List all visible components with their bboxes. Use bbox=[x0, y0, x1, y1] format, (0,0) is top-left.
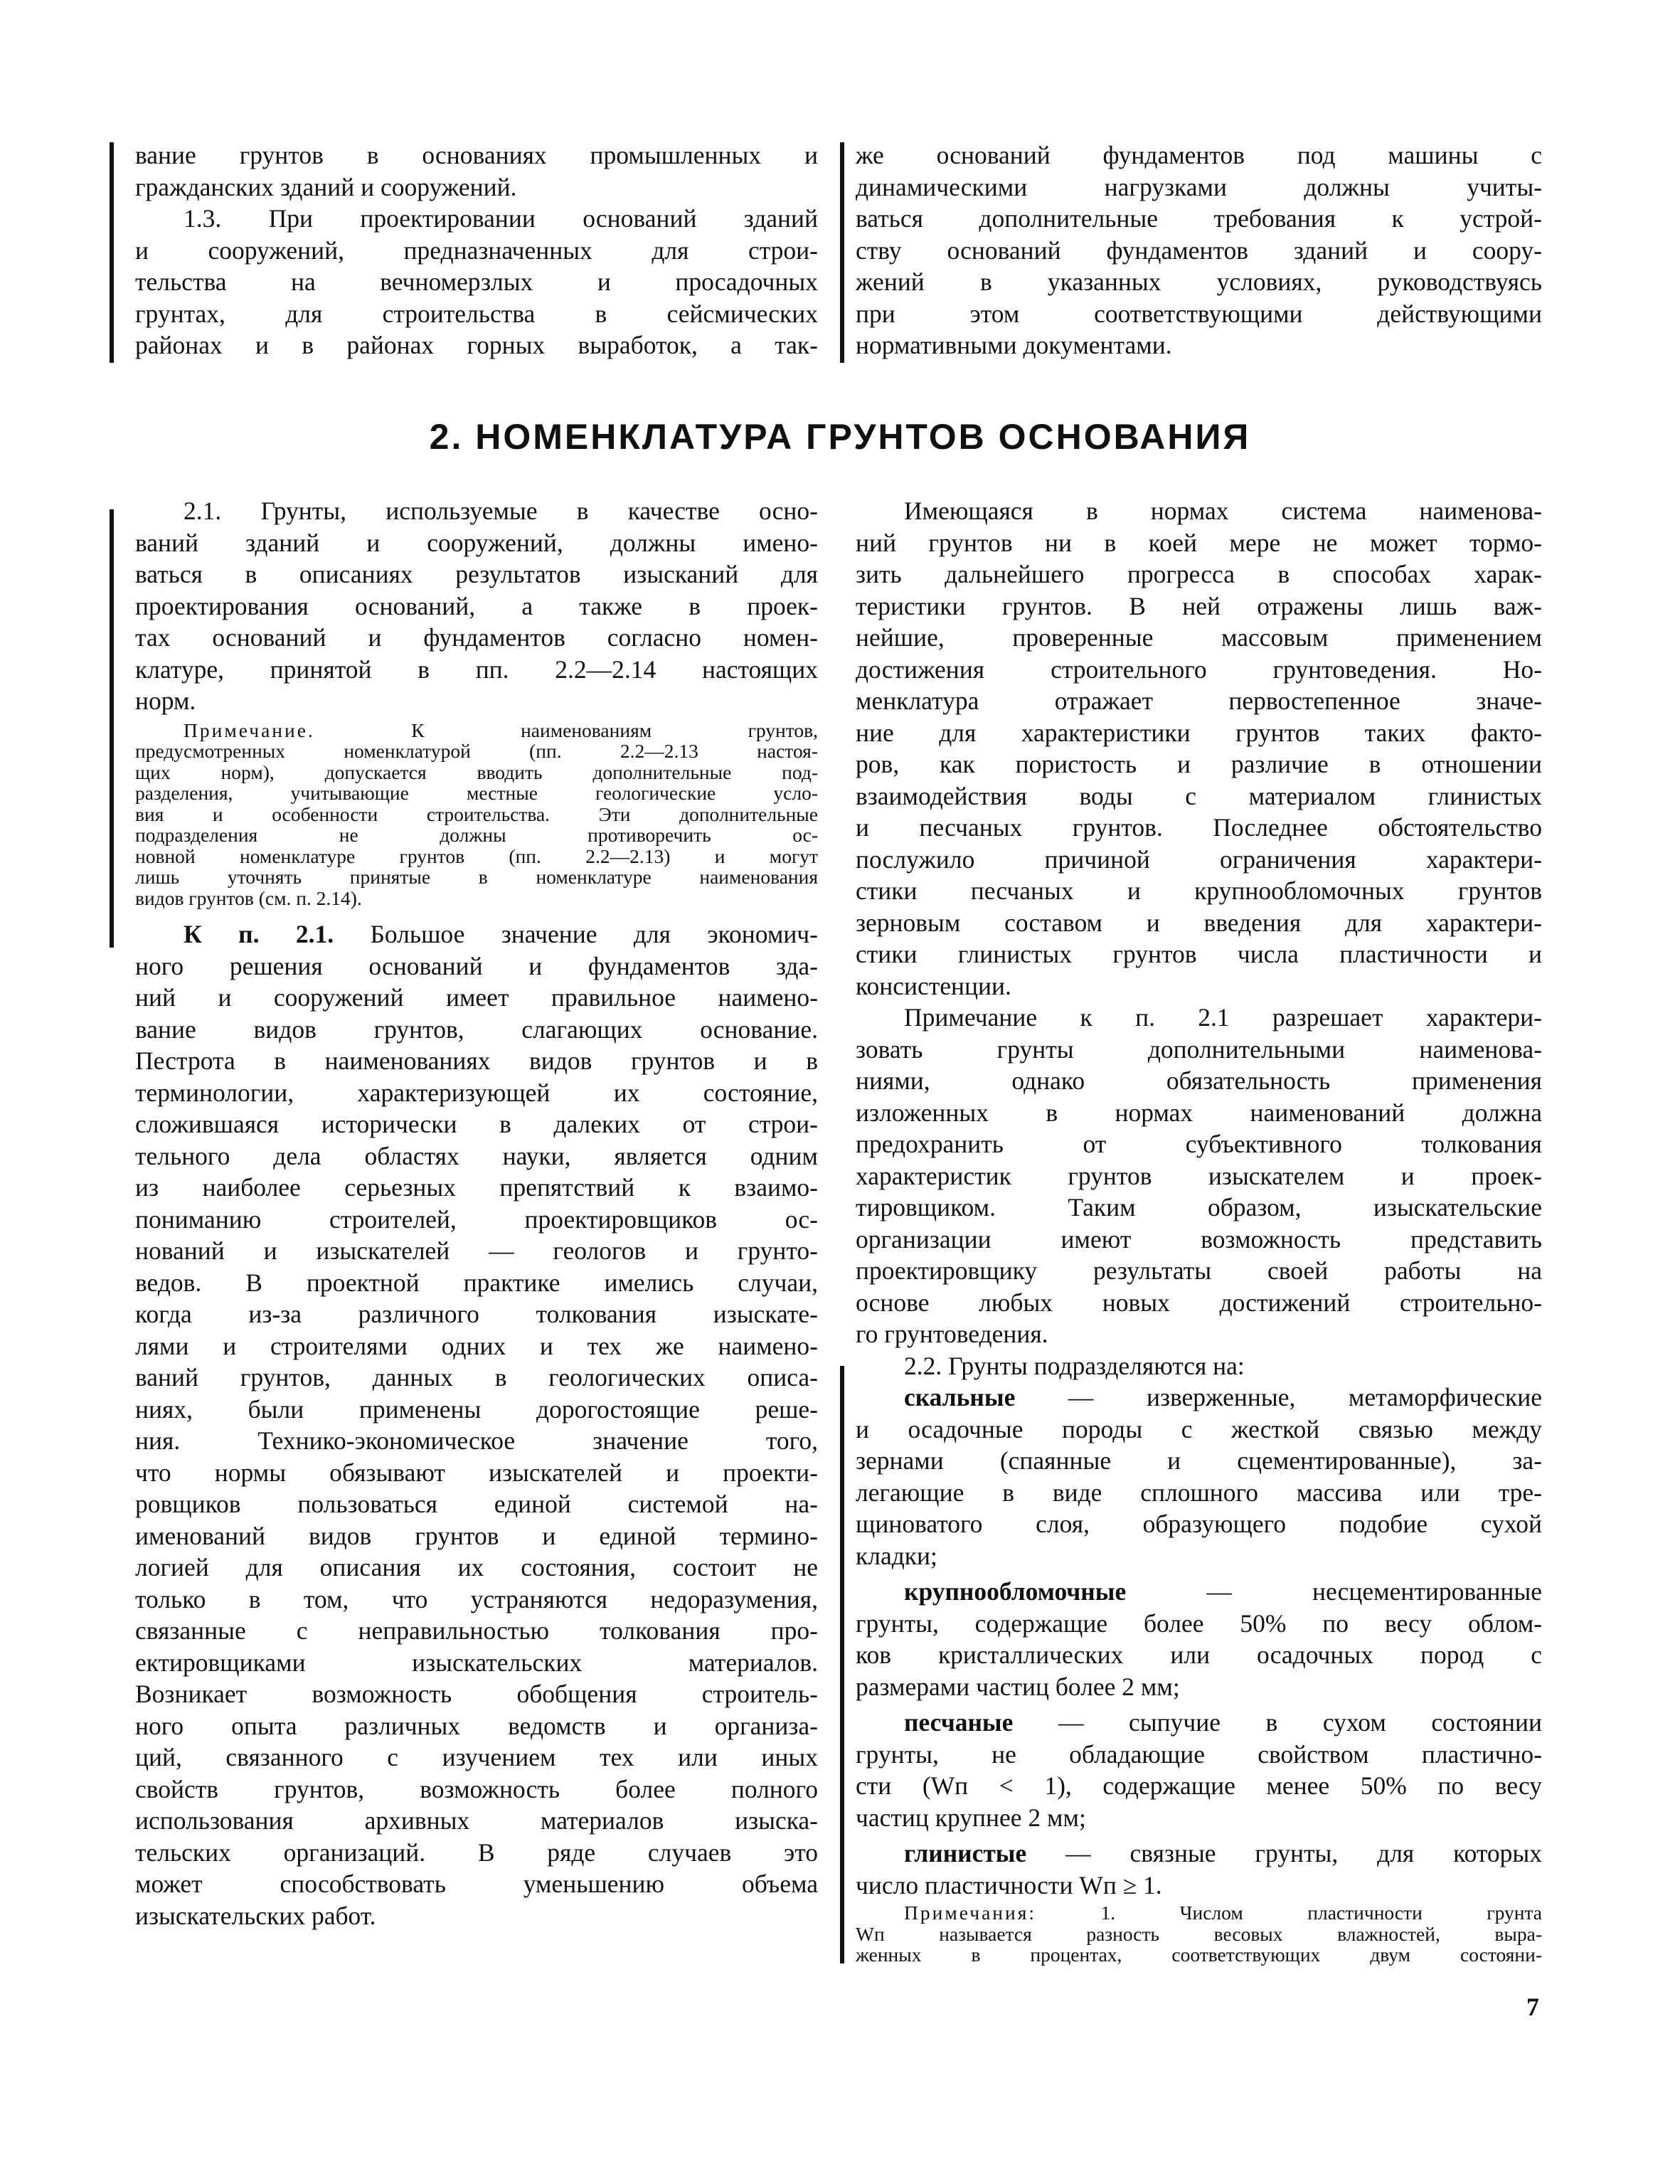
text-line: ния. Технико-экономическое значение того, bbox=[135, 1426, 818, 1455]
note-2-1 bbox=[135, 720, 818, 909]
text-line: го грунтоведения. bbox=[856, 1320, 1048, 1348]
text-line: тельного дела областях науки, является одним bbox=[135, 1141, 818, 1170]
text-line: стики глинистых грунтов числа пластичности и bbox=[856, 940, 1542, 968]
text-line: тельских организаций. В ряде случаев это bbox=[135, 1838, 818, 1867]
text-line: ству оснований фундаментов зданий и соору- bbox=[856, 235, 1542, 265]
margin-bar-right-22 bbox=[840, 1366, 844, 1963]
text-line: Имеющаяся в нормах система наименова- bbox=[904, 497, 1542, 525]
text-fragment: Большое значение для экономич- bbox=[370, 920, 818, 948]
section-heading: 2. НОМЕНКЛАТУРА ГРУНТОВ ОСНОВАНИЯ bbox=[429, 417, 1251, 457]
text-line bbox=[856, 1838, 1542, 1870]
text-line: проектирования оснований, а также в проек- bbox=[135, 591, 818, 620]
text-line: зовать грунты дополнительными наименова- bbox=[856, 1034, 1542, 1064]
text-fragment: Грунты подразделяются на: bbox=[948, 1351, 1245, 1380]
text-line: подразделения не должны противоречить ос- bbox=[135, 824, 818, 846]
term-rocky: скальные bbox=[904, 1383, 1016, 1411]
text-line: зерновым составом и введения для характери- bbox=[856, 908, 1542, 937]
text-line bbox=[856, 1576, 1542, 1608]
text-line: вание грунтов в основаниях промышленных и bbox=[135, 141, 818, 169]
text-fragment: К наименованиям грунтов, bbox=[411, 719, 818, 741]
text-line: легающие в виде сплошного массива или тре- bbox=[856, 1478, 1542, 1507]
text-line: зернами (спаянные и сцементированные), за- bbox=[856, 1446, 1542, 1475]
text-line: ваний грунтов, данных в геологических описа- bbox=[135, 1363, 818, 1391]
top-right-column bbox=[856, 139, 1542, 361]
text-line: грунты, содержащие более 50% по весу облом- bbox=[856, 1608, 1542, 1638]
paragraph-1-3 bbox=[135, 203, 818, 361]
text-line: ров, как пористость и различие в отношении bbox=[856, 750, 1542, 778]
clause-number: 2.1. bbox=[184, 497, 222, 525]
text-line: частиц крупнее 2 мм; bbox=[856, 1803, 1086, 1832]
text-line: организации имеют возможность представить bbox=[856, 1224, 1542, 1253]
text-line: женных в процентах, соответствующих двум состояни- bbox=[856, 1944, 1542, 1966]
text-line: Примечание к п. 2.1 разрешает характери- bbox=[904, 1003, 1542, 1032]
text-line: изложенных в нормах наименований должна bbox=[856, 1098, 1542, 1127]
text-line: грунтах, для строительства в сейсмических bbox=[135, 299, 818, 328]
text-fragment: Грунты, используемые в качестве осно- bbox=[260, 497, 818, 525]
text-line: размерами частиц более 2 мм; bbox=[856, 1672, 1180, 1701]
note-label: Примечание. bbox=[184, 719, 315, 741]
term-sandy: песчаные bbox=[904, 1708, 1014, 1737]
text-line: при этом соответствующими действующими bbox=[856, 299, 1542, 328]
text-line: нейшие, проверенные массовым применением bbox=[856, 623, 1542, 652]
text-line: щих норм), допускается вводить дополнительные под- bbox=[135, 760, 818, 783]
text-line: и осадочные породы с жесткой связью между bbox=[856, 1414, 1542, 1443]
top-left-column bbox=[135, 139, 818, 361]
margin-bar-left-21 bbox=[110, 509, 114, 948]
text-line: тах оснований и фундаментов согласно номен- bbox=[135, 623, 818, 652]
text-line: ного решения оснований и фундаментов зда- bbox=[135, 951, 818, 980]
text-line: вание видов грунтов, слагающих основание. bbox=[135, 1014, 818, 1044]
text-line: характеристик грунтов изыскателем и проек- bbox=[856, 1161, 1542, 1190]
text-fragment: — несцементированные bbox=[1206, 1577, 1542, 1606]
text-line: ровщиков пользоваться единой системой на- bbox=[135, 1490, 818, 1518]
text-line: использования архивных материалов изыска- bbox=[135, 1806, 818, 1835]
text-line: разделения, учитывающие местные геологические усло- bbox=[135, 782, 818, 804]
text-line: стики песчаных и крупнообломочных грунтов bbox=[856, 876, 1542, 905]
text-line bbox=[856, 1902, 1542, 1924]
text-fragment: 1. Числом пластичности грунта bbox=[1100, 1902, 1542, 1924]
text-line: свойств грунтов, возможность более полного bbox=[135, 1774, 818, 1803]
text-line: тельства на вечномерзлых и просадочных bbox=[135, 267, 818, 296]
text-line: и песчаных грунтов. Последнее обстоятельство bbox=[856, 813, 1542, 842]
clause-number: 1.3. bbox=[184, 204, 222, 233]
margin-bar-top-left bbox=[110, 142, 114, 363]
text-line: логией для описания их состояния, состоит не bbox=[135, 1553, 818, 1581]
paragraph-1-3-continued bbox=[856, 139, 1542, 361]
text-line bbox=[856, 1382, 1542, 1414]
term-clay: глинистые bbox=[904, 1839, 1027, 1867]
paragraph-2-1 bbox=[135, 495, 818, 717]
definition-rocky bbox=[856, 1382, 1542, 1571]
paragraph-note-commentary bbox=[856, 1002, 1542, 1350]
text-line: терминологии, характеризующей их состояние, bbox=[135, 1078, 818, 1107]
text-line: ние для характеристики грунтов таких факто- bbox=[856, 718, 1542, 747]
clause-number: 2.2. bbox=[904, 1351, 942, 1380]
notes-2-2 bbox=[856, 1902, 1542, 1966]
text-line: щиноватого слоя, образующего подобие сухой bbox=[856, 1510, 1542, 1538]
paragraph-nomenclature-system bbox=[856, 495, 1542, 1002]
text-line: может способствовать уменьшению объема bbox=[135, 1870, 818, 1898]
text-line: кладки; bbox=[856, 1541, 937, 1570]
paragraph-k-2-1 bbox=[135, 918, 818, 1931]
text-line: тировщиком. Таким образом, изыскательские bbox=[856, 1193, 1542, 1221]
text-line: ниях, были применены дорогостоящие реше- bbox=[135, 1394, 818, 1424]
term-coarse: крупнообломочные bbox=[904, 1577, 1127, 1606]
text-line: сти (Wп < 1), содержащие менее 50% по весу bbox=[856, 1771, 1542, 1800]
text-line: нормативными документами. bbox=[856, 331, 1172, 359]
text-line bbox=[135, 495, 818, 527]
text-fragment: — изверженные, метаморфические bbox=[1068, 1383, 1542, 1411]
text-line: ний и сооружений имеет правильное наимено- bbox=[135, 983, 818, 1012]
text-line: связанные с неправильностью толкования про- bbox=[135, 1616, 818, 1645]
text-line: Возникает возможность обобщения строитель- bbox=[135, 1680, 818, 1708]
text-line: предусмотренных номенклатурой (пп. 2.2—2.13 настоя- bbox=[135, 740, 818, 762]
text-line: консистенции. bbox=[856, 971, 1011, 1000]
text-line: изыскательских работ. bbox=[135, 1901, 376, 1930]
text-line: когда из-за различного толкования изыскате- bbox=[135, 1300, 818, 1328]
text-line: ного опыта различных ведомств и организа- bbox=[135, 1711, 818, 1740]
note-label: Примечания: bbox=[904, 1902, 1037, 1924]
text-line: предохранить от субъективного толкования bbox=[856, 1130, 1542, 1158]
text-line: лишь уточнять принятые в номенклатуре наименования bbox=[135, 866, 818, 888]
text-line: вия и особенности строительства. Эти дополнительные bbox=[135, 802, 818, 825]
text-line: зить дальнейшего прогресса в способах харак- bbox=[856, 560, 1542, 588]
text-line: из наиболее серьезных препятствий к взаимо- bbox=[135, 1173, 818, 1202]
commentary-label: К п. 2.1. bbox=[184, 920, 334, 948]
definition-sandy bbox=[856, 1707, 1542, 1833]
text-line: послужило причиной ограничения характери- bbox=[856, 844, 1542, 874]
text-line: достижения строительного грунтоведения. Но- bbox=[856, 654, 1542, 684]
definition-coarse bbox=[856, 1576, 1542, 1702]
text-line: взаимодействия воды с материалом глинистых bbox=[856, 781, 1542, 810]
text-line: сложившаяся исторически в далеких от строи- bbox=[135, 1110, 818, 1138]
text-line: только в том, что устраняются недоразумения, bbox=[135, 1584, 818, 1613]
text-line: что нормы обязывают изыскателей и проекти- bbox=[135, 1458, 818, 1487]
text-line: грунты, не обладающие свойством пластично- bbox=[856, 1739, 1542, 1769]
text-line: ведов. В проектной практике имелись случаи, bbox=[135, 1268, 818, 1297]
text-line: ний грунтов ни в коей мере не может тормо- bbox=[856, 528, 1542, 557]
text-fragment: — сыпучие в сухом состоянии bbox=[1058, 1708, 1542, 1737]
text-line: же оснований фундаментов под машины с bbox=[856, 141, 1542, 169]
text-line: нований и изыскателей — геологов и грунто- bbox=[135, 1236, 818, 1265]
page-number: 7 bbox=[1526, 1993, 1539, 2021]
paragraph-2-2 bbox=[856, 1350, 1542, 1382]
left-column bbox=[135, 495, 818, 1931]
text-line bbox=[856, 1350, 1542, 1382]
text-fragment: — связные грунты, для которых bbox=[1065, 1839, 1543, 1867]
text-line: пониманию строителей, проектировщиков ос- bbox=[135, 1204, 818, 1234]
text-line: именований видов грунтов и единой термино- bbox=[135, 1521, 818, 1550]
text-line: ектировщиками изыскательских материалов. bbox=[135, 1648, 818, 1677]
text-line: лями и строителями одних и тех же наимено- bbox=[135, 1331, 818, 1360]
text-line: ваний зданий и сооружений, должны имено- bbox=[135, 528, 818, 557]
text-line: ниями, однако обязательность применения bbox=[856, 1066, 1542, 1095]
paragraph-1-2-tail bbox=[135, 139, 818, 203]
text-line bbox=[135, 918, 818, 950]
text-line: видов грунтов (см. п. 2.14). bbox=[135, 886, 362, 909]
text-line: ций, связанного с изучением тех или иных bbox=[135, 1743, 818, 1771]
margin-bar-top-middle bbox=[840, 142, 844, 363]
text-line: жений в указанных условиях, руководствуясь bbox=[856, 267, 1542, 296]
text-line: Wп называется разность весовых влажностей, выра- bbox=[856, 1922, 1542, 1945]
text-line: клатуре, принятой в пп. 2.2—2.14 настоящих bbox=[135, 654, 818, 684]
text-line: ков кристаллических или осадочных пород с bbox=[856, 1640, 1542, 1669]
text-line: новной номенклатуре грунтов (пп. 2.2—2.13) и могут bbox=[135, 844, 818, 867]
text-line bbox=[135, 720, 818, 741]
text-fragment: При проектировании оснований зданий bbox=[268, 204, 819, 233]
text-line bbox=[856, 1707, 1542, 1739]
text-line: менклатура отражает первостепенное значе- bbox=[856, 687, 1542, 715]
text-line: основе любых новых достижений строительно- bbox=[856, 1288, 1542, 1317]
text-line: проектировщику результаты своей работы на bbox=[856, 1256, 1542, 1285]
definition-clay bbox=[856, 1838, 1542, 1901]
text-line: норм. bbox=[135, 687, 196, 715]
text-line: Пестрота в наименованиях видов грунтов и в bbox=[135, 1046, 818, 1075]
text-line: районах и в районах горных выработок, а так- bbox=[135, 331, 818, 359]
text-line bbox=[135, 203, 818, 235]
text-line: и сооружений, предназначенных для строи- bbox=[135, 235, 818, 265]
text-line: ваться в описаниях результатов изысканий для bbox=[135, 560, 818, 588]
right-column bbox=[856, 495, 1542, 1976]
text-line: теристики грунтов. В ней отражены лишь важ- bbox=[856, 591, 1542, 620]
text-line: динамическими нагрузками должны учиты- bbox=[856, 172, 1542, 201]
text-line: число пластичности Wп ≥ 1. bbox=[856, 1870, 1162, 1899]
text-line: ваться дополнительные требования к устрой- bbox=[856, 204, 1542, 233]
text-line: гражданских зданий и сооружений. bbox=[135, 172, 517, 201]
